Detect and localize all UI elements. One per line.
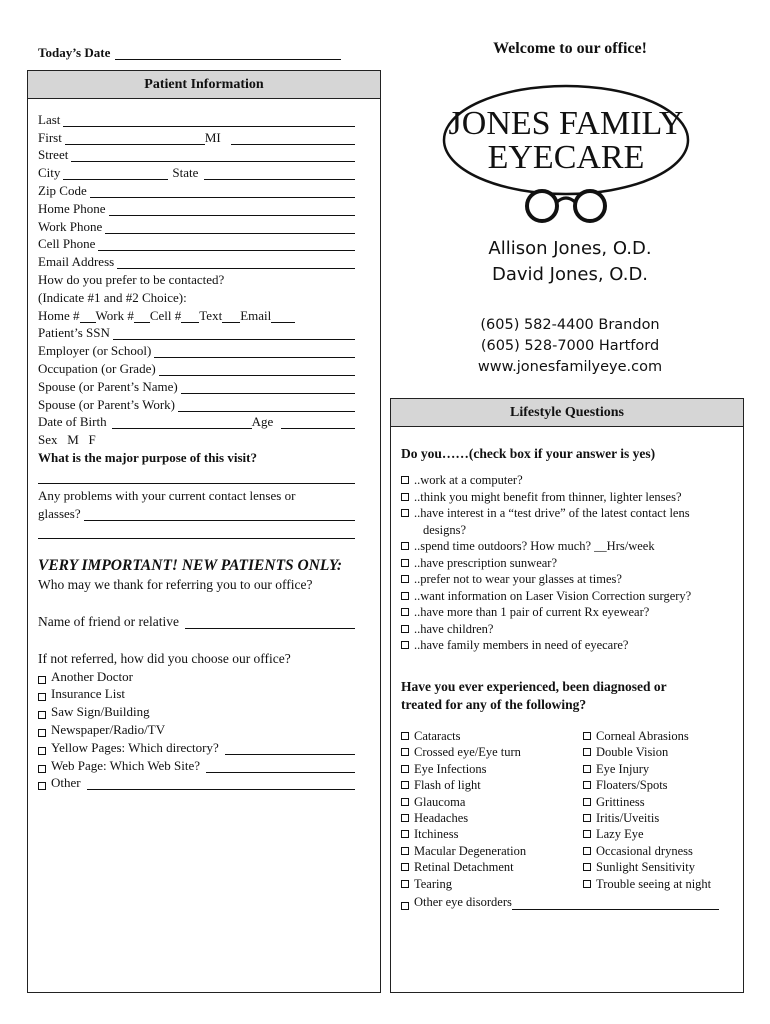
email-field[interactable] xyxy=(117,257,355,269)
lifestyle-item: ..have children? xyxy=(414,621,494,636)
checkbox-icon[interactable] xyxy=(401,493,409,501)
checkbox-icon[interactable] xyxy=(401,847,409,855)
street-label: Street xyxy=(38,147,69,163)
condition-item: Tearing xyxy=(414,876,452,891)
other-disorders-label: Other eye disorders xyxy=(414,894,512,909)
mi-label: MI xyxy=(204,129,221,145)
condition-item: Flash of light xyxy=(414,778,481,793)
lifestyle-title: Lifestyle Questions xyxy=(391,399,743,427)
occupation-field[interactable] xyxy=(159,364,355,376)
city-field[interactable] xyxy=(63,168,168,180)
checkbox-icon[interactable] xyxy=(401,559,409,567)
patient-information-title: Patient Information xyxy=(28,71,380,99)
lifestyle-item: ..work at a computer? xyxy=(414,473,523,487)
employer-field[interactable] xyxy=(154,346,355,358)
experienced-line-2: treated for any of the following? xyxy=(401,697,587,712)
welcome-heading: Welcome to our office! xyxy=(493,40,647,57)
checkbox-icon[interactable] xyxy=(401,476,409,484)
lifestyle-item-continuation: designs? xyxy=(423,522,467,537)
checkbox-icon[interactable] xyxy=(401,575,409,583)
option-other: Other xyxy=(51,775,81,791)
pref-work-field[interactable] xyxy=(134,311,150,323)
checkbox-icon[interactable] xyxy=(401,765,409,773)
checkbox-icon[interactable] xyxy=(583,847,591,855)
checkbox-icon[interactable] xyxy=(583,798,591,806)
friend-field[interactable] xyxy=(185,617,355,629)
condition-item: Cataracts xyxy=(414,729,461,743)
work-phone-label: Work Phone xyxy=(38,218,103,234)
logo-text-line1: JONES FAMILY xyxy=(448,105,684,142)
condition-item: Crossed eye/Eye turn xyxy=(414,745,521,760)
option-insurance-list: Insurance List xyxy=(51,686,126,702)
cell-phone-label: Cell Phone xyxy=(38,236,96,252)
lifestyle-item: ..think you might benefit from thinner, lighter lenses? xyxy=(414,489,682,504)
first-name-label: First xyxy=(38,129,62,145)
checkbox-icon[interactable] xyxy=(401,732,409,740)
pref-email-label: Email xyxy=(240,307,272,323)
contact-problems-line-2[interactable] xyxy=(38,538,355,539)
option-saw-sign: Saw Sign/Building xyxy=(51,704,150,720)
condition-item: Eye Infections xyxy=(414,761,487,776)
pref-home-field[interactable] xyxy=(80,311,96,323)
checkbox-icon[interactable] xyxy=(401,542,409,550)
condition-item: Sunlight Sensitivity xyxy=(596,860,695,875)
who-thank-label: Who may we thank for referring you to our office? xyxy=(38,577,313,592)
checkbox-icon[interactable] xyxy=(38,676,46,684)
checkbox-icon[interactable] xyxy=(583,814,591,822)
mi-field[interactable] xyxy=(231,133,355,145)
pref-home-label: Home # xyxy=(38,307,80,323)
purpose-label: What is the major purpose of this visit? xyxy=(38,449,257,465)
pref-text-label: Text xyxy=(199,307,223,323)
todays-date-field[interactable] xyxy=(115,48,341,60)
checkbox-icon[interactable] xyxy=(401,748,409,756)
spouse-work-field[interactable] xyxy=(178,400,355,412)
checkbox-icon[interactable] xyxy=(583,830,591,838)
pref-cell-label: Cell # xyxy=(149,307,182,323)
lifestyle-list xyxy=(401,472,736,654)
indicate-label: (Indicate #1 and #2 Choice): xyxy=(38,289,187,305)
checkbox-icon[interactable] xyxy=(401,781,409,789)
website-link[interactable]: www.jonesfamilyeye.com xyxy=(477,359,663,375)
pref-cell-field[interactable] xyxy=(181,311,199,323)
checkbox-icon[interactable] xyxy=(401,625,409,633)
checkbox-icon[interactable] xyxy=(401,641,409,649)
checkbox-icon[interactable] xyxy=(38,747,46,755)
zip-label: Zip Code xyxy=(38,182,87,198)
ssn-field[interactable] xyxy=(113,328,355,340)
checkbox-icon[interactable] xyxy=(401,608,409,616)
yellow-pages-field[interactable] xyxy=(225,743,355,755)
home-phone-field[interactable] xyxy=(109,204,355,216)
phone-hartford: (605) 528-7000 Hartford xyxy=(480,338,660,354)
work-phone-field[interactable] xyxy=(105,222,355,234)
option-yellow-pages: Yellow Pages: Which directory? xyxy=(51,739,219,755)
age-label: Age xyxy=(251,414,274,430)
other-disorders-field[interactable] xyxy=(512,898,719,910)
lifestyle-item: ..have family members in need of eyecare? xyxy=(414,638,629,652)
checkbox-icon[interactable] xyxy=(401,902,409,910)
conditions-left-column xyxy=(401,728,581,892)
condition-item: Trouble seeing at night xyxy=(596,876,712,891)
checkbox-icon[interactable] xyxy=(38,711,46,719)
checkbox-icon[interactable] xyxy=(583,781,591,789)
lifestyle-item: ..prefer not to wear your glasses at times? xyxy=(414,572,622,586)
patient-form-fields xyxy=(38,109,355,465)
checkbox-icon[interactable] xyxy=(401,880,409,888)
do-you-heading: Do you……(check box if your answer is yes) xyxy=(401,446,656,461)
checkbox-icon[interactable] xyxy=(401,814,409,822)
last-name-label: Last xyxy=(38,111,61,127)
dob-label: Date of Birth xyxy=(38,414,107,430)
lifestyle-item: ..spend time outdoors? How much? __Hrs/week xyxy=(414,539,655,553)
glasses-label: glasses? xyxy=(38,505,81,521)
friend-label: Name of friend or relative xyxy=(38,613,179,629)
spouse-name-field[interactable] xyxy=(181,382,355,394)
checkbox-icon[interactable] xyxy=(583,748,591,756)
age-field[interactable] xyxy=(281,417,355,429)
lifestyle-item: ..want information on Laser Vision Correction surgery? xyxy=(414,588,692,603)
cell-phone-field[interactable] xyxy=(98,239,355,251)
checkbox-icon[interactable] xyxy=(583,765,591,773)
pref-text-field[interactable] xyxy=(222,311,240,323)
contact-problems-block xyxy=(38,485,355,521)
lifestyle-item: ..have prescription sunwear? xyxy=(414,555,557,570)
purpose-answer-line[interactable] xyxy=(38,483,355,484)
option-web-page: Web Page: Which Web Site? xyxy=(51,757,201,773)
todays-date-label: Today’s Date xyxy=(38,44,111,60)
condition-item: Floaters/Spots xyxy=(596,778,668,793)
condition-item: Corneal Abrasions xyxy=(596,729,689,743)
option-newspaper: Newspaper/Radio/TV xyxy=(51,721,166,737)
doctor-2: David Jones, O.D. xyxy=(491,264,649,285)
email-label: Email Address xyxy=(38,254,115,270)
very-important-heading: VERY IMPORTANT! NEW PATIENTS ONLY: xyxy=(38,557,343,574)
friend-row xyxy=(38,611,355,629)
condition-item: Glaucoma xyxy=(414,794,466,809)
experienced-heading xyxy=(401,678,667,714)
ssn-label: Patient’s SSN xyxy=(38,325,110,341)
condition-item: Headaches xyxy=(414,811,469,826)
zip-field[interactable] xyxy=(90,186,355,198)
contact-problems-field[interactable] xyxy=(84,509,355,521)
checkbox-icon[interactable] xyxy=(401,863,409,871)
checkbox-icon[interactable] xyxy=(38,693,46,701)
condition-item: Macular Degeneration xyxy=(414,843,527,858)
lifestyle-item: ..have more than 1 pair of current Rx eyewear? xyxy=(414,605,650,619)
option-another-doctor: Another Doctor xyxy=(51,668,133,684)
web-page-field[interactable] xyxy=(206,761,355,773)
pref-email-field[interactable] xyxy=(271,311,295,323)
checkbox-icon[interactable] xyxy=(583,732,591,740)
city-label: City xyxy=(38,165,61,181)
phone-brandon: (605) 582-4400 Brandon xyxy=(480,317,660,333)
state-field[interactable] xyxy=(204,168,355,180)
pref-work-label: Work # xyxy=(95,307,134,323)
condition-item: Eye Injury xyxy=(596,761,650,776)
checkbox-icon[interactable] xyxy=(401,592,409,600)
occupation-label: Occupation (or Grade) xyxy=(38,360,156,376)
checkbox-icon[interactable] xyxy=(401,509,409,517)
condition-item: Itchiness xyxy=(414,827,459,842)
home-phone-label: Home Phone xyxy=(38,200,106,216)
street-field[interactable] xyxy=(71,150,355,162)
checkbox-icon[interactable] xyxy=(38,765,46,773)
condition-item: Lazy Eye xyxy=(596,827,644,842)
dob-field[interactable] xyxy=(112,417,252,429)
state-label: State xyxy=(172,165,199,181)
lifestyle-item: ..have interest in a “test drive” of the latest contact lens xyxy=(414,506,690,520)
spouse-work-label: Spouse (or Parent’s Work) xyxy=(38,396,176,412)
logo-text-line2: EYECARE xyxy=(487,139,645,176)
employer-label: Employer (or School) xyxy=(38,343,152,359)
checkbox-icon[interactable] xyxy=(401,830,409,838)
checkbox-icon[interactable] xyxy=(38,782,46,790)
checkbox-icon[interactable] xyxy=(583,863,591,871)
not-referred-label: If not referred, how did you choose our office? xyxy=(38,650,291,666)
referral-block xyxy=(38,648,355,790)
spouse-name-label: Spouse (or Parent’s Name) xyxy=(38,378,178,394)
condition-item: Double Vision xyxy=(596,745,669,760)
other-disorders-row xyxy=(401,892,719,910)
last-name-field[interactable] xyxy=(63,115,355,127)
checkbox-icon[interactable] xyxy=(401,798,409,806)
contact-pref-label: How do you prefer to be contacted? xyxy=(38,271,225,287)
conditions-right-column xyxy=(583,728,738,892)
experienced-line-1: Have you ever experienced, been diagnosed or xyxy=(401,679,667,694)
doctor-1: Allison Jones, O.D. xyxy=(488,238,652,259)
sex-label: Sex M F xyxy=(38,432,96,448)
condition-item: Occasional dryness xyxy=(596,843,693,858)
condition-item: Grittiness xyxy=(596,794,645,809)
other-field[interactable] xyxy=(87,778,355,790)
checkbox-icon[interactable] xyxy=(38,729,46,737)
checkbox-icon[interactable] xyxy=(583,880,591,888)
contact-problems-label: Any problems with your current contact lenses or xyxy=(38,487,296,503)
todays-date-row xyxy=(38,42,358,60)
condition-item: Retinal Detachment xyxy=(414,860,514,875)
first-name-field[interactable] xyxy=(65,133,205,145)
condition-item: Iritis/Uveitis xyxy=(596,811,660,826)
